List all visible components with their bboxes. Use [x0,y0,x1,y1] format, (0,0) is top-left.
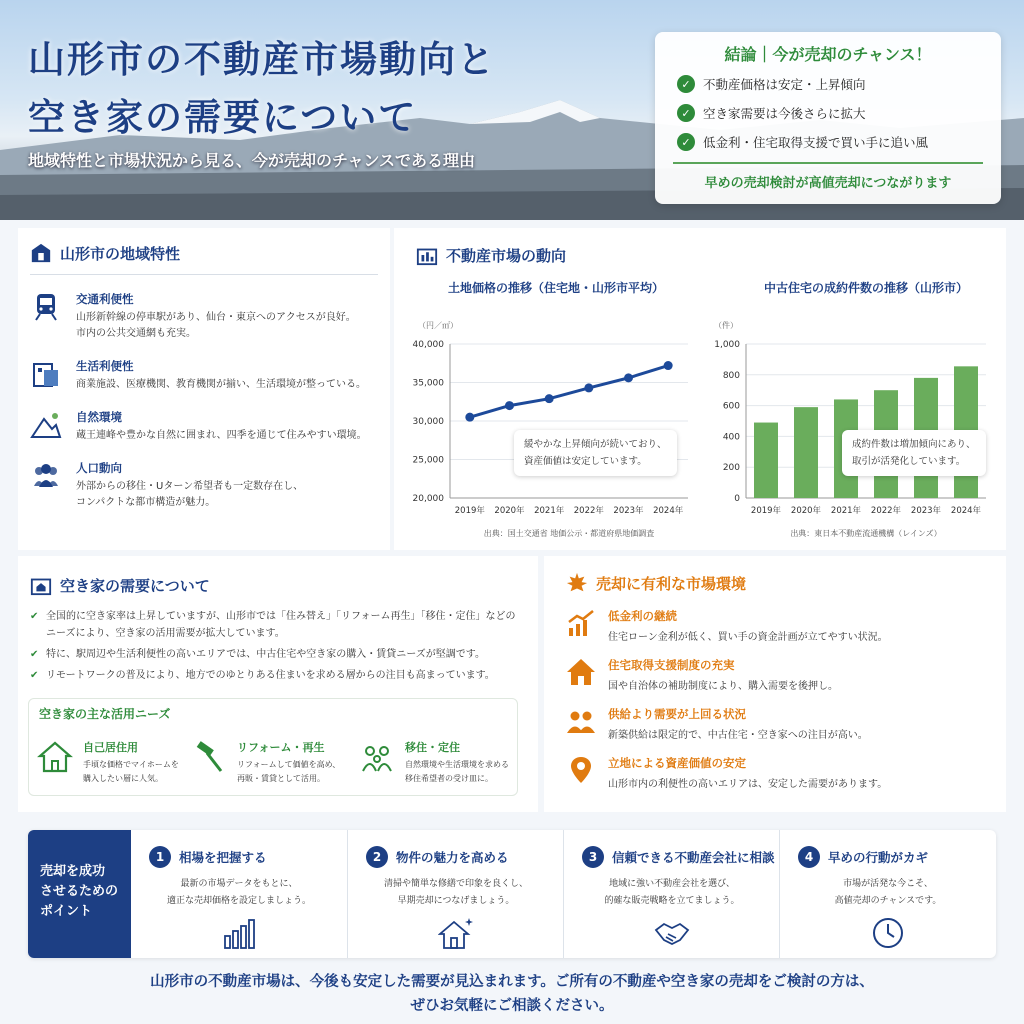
line-point [664,361,673,370]
x-tick-label: 2020年 [494,506,525,516]
x-tick-label: 2020年 [790,506,822,516]
y-tick-label: 400 [722,432,740,443]
need-item [359,739,509,786]
step-text-line: 清掃や簡単な修繕で印象を良くし、 [383,879,528,889]
chart1-note-line: 緩やかな上昇傾向が続いており、 [524,439,667,450]
advantage-item [566,706,984,741]
step-title: 物件の魅力を高める [396,850,509,865]
y-tick-label: 200 [722,463,740,474]
house-icon [37,739,73,775]
need-text: 購入したい層に人気。 [83,774,163,783]
y-tick-label: 0 [734,494,740,504]
vacant-point-text: 全国的に空き家率は上昇していますが、山形市では「住み替え」「リフォーム再生」「移住・定住」などの [46,611,516,622]
y-tick-label: 25,000 [412,455,444,466]
conclusion-point-text: 低金利・住宅取得支援で買い手に追い風 [703,135,929,150]
line-point [505,401,514,410]
market-heading-text: 不動産市場の動向 [446,246,567,265]
bar [794,407,818,498]
region-item-title: 交通利便性 [76,292,134,306]
step-text-line: 最新の市場データをもとに、 [180,879,298,889]
y-tick-label: 20,000 [412,494,444,504]
vacant-point: ✔ 特に、駅周辺や生活利便性の高いエリアでは、中古住宅や空き家の購入・賃貸ニーズが堅調です。 [30,646,526,663]
vacant-heading [30,574,526,596]
chart-source: 出典：国土交通省 地価公示・都道府県地価調査 [483,529,655,538]
footer-message [0,962,1024,1024]
bar [754,423,778,498]
chart-source: 出典：東日本不動産流通機構（レインズ） [790,529,942,538]
people-icon [30,460,62,492]
step-text-line: 市場が活発な今こそ、 [843,879,933,889]
y-tick-label: 600 [722,401,740,412]
handshake-icon [654,916,690,950]
group-icon [566,706,596,736]
step-text [348,876,564,910]
step-number: 4 [798,846,820,868]
check-icon: ✓ [677,104,695,122]
x-tick-label: 2022年 [870,506,902,516]
success-points [28,830,996,958]
step-4 [779,830,996,958]
chart2-note-line: 成約件数は増加傾向にあり、 [852,439,976,450]
clock-icon [870,916,906,950]
conclusion-footer: 早めの売却検討が高値売却につながります [673,162,983,191]
vacant-heading-text: 空き家の需要について [60,576,210,595]
region-item-text: 山形新幹線の停車駅があり、仙台・東京へのアクセスが良好。 [76,312,356,323]
region-item [30,460,378,511]
advantage-item [566,657,984,692]
advantage-item [566,755,984,790]
step-number: 1 [149,846,171,868]
need-item [191,739,340,786]
family-icon [359,739,395,775]
mountain-icon [30,409,62,441]
vacant-point: ✔ リモートワークの普及により、地方でのゆとりある住まいを求める層からの注目も高まっています。 [30,667,526,684]
points-lead-line: ポイント [40,904,93,919]
region-item-text: コンパクトな都市構造が魅力。 [76,497,216,508]
x-tick-label: 2023年 [613,506,644,516]
chart2-note-line: 取引が活発化しています。 [852,456,966,467]
city-icon [30,242,52,264]
need-text: 再販・賃貸として活用。 [237,774,325,783]
sparkle-house-icon [438,916,474,950]
footer-line: ぜひお気軽にご相談ください。 [410,998,614,1014]
step-text-line: 地域に強い不動産会社を選び、 [609,879,735,889]
y-tick-label: 40,000 [412,340,444,350]
y-tick-label: 1,000 [714,340,740,350]
advantage-heading [566,572,984,594]
step-text [780,876,996,910]
page-title-line1: 山形市の不動産市場動向と [28,37,496,81]
step-title: 早めの行動がカギ [828,850,929,865]
region-item-text: 商業施設、医療機関、教育機関が揃い、生活環境が整っている。 [76,379,366,390]
page-title [28,30,496,146]
need-title: リフォーム・再生 [237,741,325,754]
region-heading-text: 山形市の地域特性 [60,244,181,263]
conclusion-title: 結論｜今が売却のチャンス！ [724,45,932,64]
need-title: 移住・定住 [405,741,460,754]
vacant-point [30,608,526,642]
x-tick-label: 2023年 [910,506,942,516]
step-text [564,876,780,910]
x-tick-label: 2019年 [750,506,782,516]
advantage-text: 住宅ローン金利が低く、買い手の資金計画が立てやすい状況。 [608,632,888,643]
need-title: 自己居住用 [83,741,138,754]
conclusion-point-text: 不動産価格は安定・上昇傾向 [703,77,866,92]
train-icon [30,291,62,323]
y-axis-unit: （円／㎡） [418,321,458,330]
step-title: 信頼できる不動産会社に相談 [612,850,775,865]
market-panel [394,228,1006,550]
need-text: 自然環境や生活環境を求める [405,760,509,769]
step-text-line: 高値売却のチャンスです。 [834,896,942,906]
need-item [37,739,179,786]
conclusion-box [655,32,1001,204]
y-tick-label: 30,000 [412,417,444,427]
step-2 [347,830,563,958]
step-text-line: 早期売却につなげましょう。 [397,896,515,906]
advantage-item [566,608,984,643]
step-number: 3 [582,846,604,868]
step-text [131,876,347,910]
check-icon: ✓ [677,75,695,93]
conclusion-point [677,104,983,122]
chart1-note [514,430,677,476]
advantage-panel [544,556,1006,812]
conclusion-point [677,75,983,93]
facilities-icon [30,358,62,390]
region-item-text: 外部からの移住・Uターン希望者も一定数存在し、 [76,481,304,492]
advantage-text: 山形市内の利便性の高いエリアは、安定した需要があります。 [608,779,888,790]
rising-chart-icon [566,608,596,638]
step-title: 相場を把握する [179,850,267,865]
conclusion-point-text: 空き家需要は今後さらに拡大 [703,106,866,121]
advantage-text: 新築供給は限定的で、中古住宅・空き家への注目が高い。 [608,730,868,741]
page-title-line2: 空き家の需要について [28,95,418,139]
bar-chart-icon [221,916,257,950]
vacant-points [30,608,526,684]
hammer-icon [191,739,227,775]
home-icon [566,657,596,687]
region-item-text: 蔵王連峰や豊かな自然に囲まれ、四季を通じて住みやすい環境。 [76,430,367,441]
region-item-text: 市内の公共交通網も充実。 [76,328,196,339]
y-tick-label: 800 [722,370,740,381]
advantage-title: 住宅取得支援制度の充実 [608,658,735,672]
step-1 [131,830,347,958]
region-item [30,409,378,444]
region-item [30,291,378,342]
chart2-note [842,430,986,476]
line-point [624,373,633,382]
need-text: 手頃な価格でマイホームを [83,760,179,769]
points-lead-line: させるための [40,884,119,899]
x-tick-label: 2024年 [653,506,684,516]
step-number: 2 [366,846,388,868]
region-item-title: 人口動向 [76,461,122,475]
footer-line: 山形市の不動産市場は、今後も安定した需要が見込まれます。ご所有の不動産や空き家の売却をご検討の方は、 [150,974,874,990]
y-tick-label: 35,000 [412,378,444,389]
region-panel [18,228,390,550]
region-item-title: 自然環境 [76,410,122,424]
advantage-heading-text: 売却に有利な市場環境 [596,574,747,593]
points-lead [28,830,131,958]
market-charts [394,228,1006,550]
step-text-line: 的確な販売戦略を立てましょう。 [604,896,740,906]
x-tick-label: 2019年 [454,506,485,516]
need-text: リフォームして価値を高め、 [237,760,341,769]
points-lead-line: 売却を成功 [40,864,106,879]
advantage-title: 立地による資産価値の安定 [608,756,746,770]
maple-leaf-icon [566,572,588,594]
region-item-title: 生活利便性 [76,359,134,373]
advantage-title: 供給より需要が上回る状況 [608,707,746,721]
step-text-line: 適正な売却価格を設定しましょう。 [166,896,311,906]
line-series [470,366,668,418]
location-pin-icon [566,755,596,785]
step-3 [563,830,779,958]
chart-title: 中古住宅の成約件数の推移（山形市） [763,281,969,295]
page-subtitle: 地域特性と市場状況から見る、今が売却のチャンスである理由 [28,151,476,170]
line-point [465,413,474,422]
x-tick-label: 2021年 [534,506,565,516]
line-point [584,383,593,392]
need-text: 移住希望者の受け皿に。 [405,774,493,783]
region-item [30,358,378,393]
line-point [545,394,554,403]
y-axis-unit: （件） [714,321,738,330]
advantage-text: 国や自治体の補助制度により、購入需要を後押し。 [608,681,838,692]
house-chart-icon [30,574,52,596]
region-heading [30,242,378,275]
check-icon: ✓ [677,133,695,151]
advantage-title: 低金利の継続 [608,609,677,623]
x-tick-label: 2021年 [830,506,862,516]
x-tick-label: 2022年 [573,506,604,516]
needs-heading: 空き家の主な活用ニーズ [39,707,171,721]
chart-title: 土地価格の推移（住宅地・山形市平均） [447,281,665,295]
needs-box [28,698,518,796]
chart1-note-line: 資産価値は安定しています。 [524,456,647,467]
vacant-point-text: ニーズにより、空き家の活用需要が拡大しています。 [46,628,285,639]
x-tick-label: 2024年 [950,506,982,516]
conclusion-point [677,133,983,151]
